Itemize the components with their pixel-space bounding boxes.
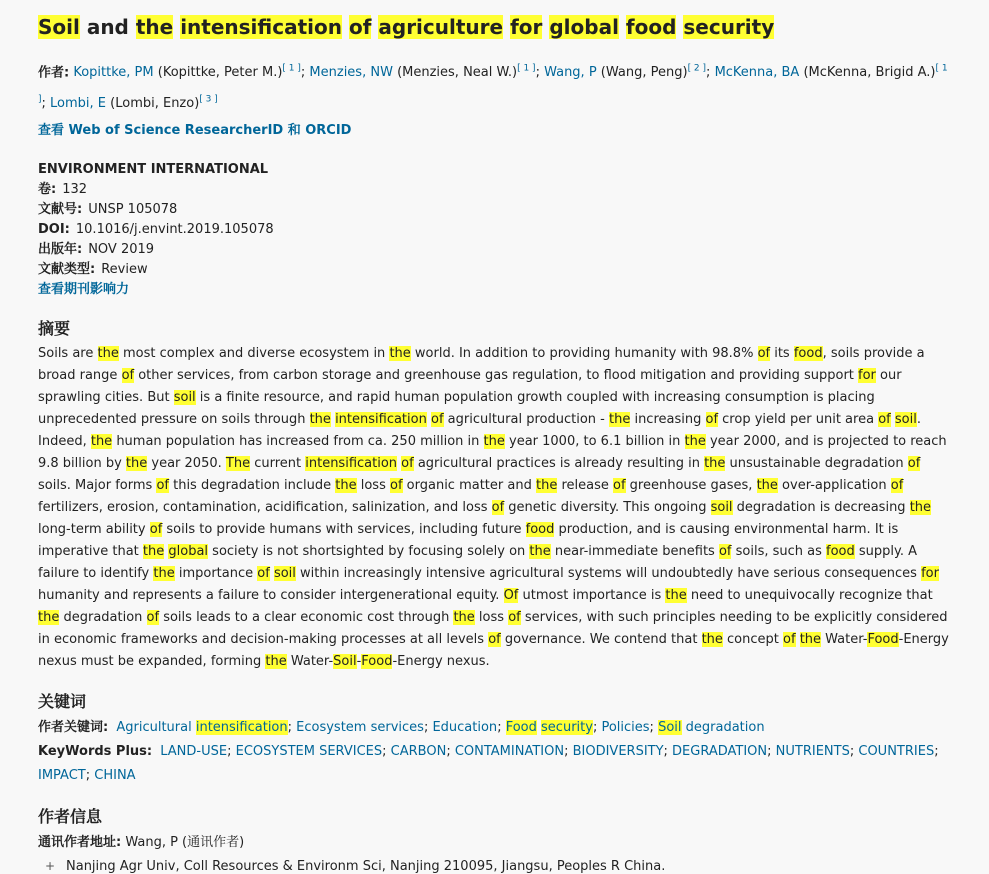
keyword-separator: ; — [446, 743, 455, 759]
meta-key: 文献号: — [38, 201, 83, 217]
address-row — [38, 859, 951, 874]
author-keyword-link[interactable] — [601, 720, 649, 735]
abstract-segment: of — [508, 609, 521, 625]
abstract-segment: soils, such as — [731, 543, 827, 559]
keywords-plus-link[interactable]: BIODIVERSITY — [572, 743, 664, 759]
keyword-separator: ; — [767, 743, 776, 759]
abstract-segment: crop yield per unit area — [718, 411, 879, 427]
abstract-segment: of — [156, 477, 169, 493]
meta-key: 文献类型: — [38, 261, 96, 277]
abstract-segment: the — [756, 477, 778, 493]
title-segment: the — [135, 15, 174, 39]
author-keywords-row — [38, 716, 951, 740]
affiliation-ref[interactable]: [ 2 ] — [687, 64, 707, 74]
abstract-segment: governance. We contend that — [500, 631, 702, 647]
abstract-segment: of — [488, 631, 501, 647]
abstract-segment: food — [793, 345, 823, 361]
author-fullname: (Wang, Peng) — [596, 65, 688, 81]
abstract-segment: of — [149, 521, 163, 537]
author-separator: ; — [41, 95, 51, 111]
author-link[interactable]: Lombi, E — [50, 95, 107, 111]
title-segment: agriculture — [378, 15, 504, 39]
keyword-separator: ; — [934, 743, 939, 759]
abstract-segment: of — [401, 455, 414, 471]
abstract-segment: the — [97, 345, 119, 361]
keyword-segment: Ecosystem services — [296, 719, 424, 735]
keyword-segment: Agricultural — [116, 719, 196, 735]
author-link[interactable]: McKenna, BA — [714, 65, 800, 81]
keyword-separator: ; — [227, 743, 236, 759]
abstract-segment: supply. A failure to identify — [38, 543, 918, 581]
abstract-segment: greenhouse gases, — [625, 477, 757, 493]
abstract-segment: our sprawling cities. But — [38, 367, 902, 405]
abstract-segment: for — [858, 367, 876, 383]
keyword-segment: degradation — [681, 719, 765, 735]
abstract-segment: society is not shortsighted by focusing solely on — [208, 543, 530, 559]
abstract-segment: the — [799, 631, 822, 647]
abstract-segment: importance — [174, 565, 258, 581]
title-segment — [619, 15, 626, 39]
abstract-segment: other services, from carbon storage and greenhouse gas regulation, to flood mitigation and providing support — [134, 367, 859, 383]
keywords-heading: 关键词 — [38, 691, 87, 711]
abstract-segment: the — [684, 433, 706, 449]
abstract-segment: the — [265, 653, 287, 669]
abstract-segment: of — [613, 477, 626, 493]
title-segment — [342, 15, 349, 39]
abstract-segment: soil — [710, 499, 733, 515]
abstract-segment: increasing — [630, 411, 706, 427]
keyword-segment: Food — [505, 719, 537, 735]
abstract-segment: the — [142, 543, 165, 559]
abstract-segment: food — [826, 543, 855, 559]
author-separator: ; — [300, 65, 310, 81]
keywords-plus-link[interactable]: LAND-USE — [160, 743, 228, 759]
abstract-segment: the — [529, 543, 551, 559]
abstract-segment: of — [757, 345, 771, 361]
keywords-plus-link[interactable]: NUTRIENTS — [775, 743, 850, 759]
title-segment: food — [625, 15, 677, 39]
publication-meta — [38, 160, 951, 300]
abstract-segment: within increasingly intensive agricultural systems will undoubtedly have serious consequences — [295, 565, 922, 581]
keywords-plus-label: KeyWords Plus: — [38, 743, 153, 759]
address-text: Nanjing Agr Univ, Coll Resources & Environm Sci, Nanjing 210095, Jiangsu, Peoples R China. — [66, 858, 666, 874]
abstract-segment: this degradation include — [168, 477, 336, 493]
abstract-segment: of — [430, 411, 444, 427]
abstract-segment: -Energy nexus. — [392, 653, 490, 669]
abstract-segment: Soil — [333, 653, 357, 669]
abstract-segment: human population has increased from ca. 250 million in — [112, 433, 484, 449]
article-title — [38, 12, 951, 42]
keywords-plus-link[interactable]: ECOSYSTEM SERVICES — [235, 743, 383, 759]
abstract-segment: production, and is causing environmental harm. It is imperative that — [38, 521, 899, 559]
author-info-heading: 作者信息 — [38, 806, 103, 826]
keyword-segment: Education — [432, 719, 498, 735]
author-keyword-link[interactable] — [658, 720, 765, 735]
author-fullname: (Kopittke, Peter M.) — [153, 65, 283, 81]
abstract-segment: The — [225, 455, 251, 471]
abstract-segment: degradation is decreasing — [732, 499, 910, 515]
abstract-heading: 摘要 — [38, 318, 71, 338]
abstract-segment: its — [770, 345, 794, 361]
keywords-plus-link[interactable]: IMPACT — [38, 767, 86, 783]
abstract-segment: for — [921, 565, 939, 581]
author-fullname: (Lombi, Enzo) — [106, 95, 200, 111]
author-link[interactable]: Menzies, NW — [309, 65, 393, 81]
meta-key: 卷: — [38, 181, 57, 197]
keyword-separator: ; — [382, 743, 391, 759]
abstract-segment: the — [608, 411, 631, 427]
meta-key: 出版年: — [38, 241, 83, 257]
abstract-segment: of — [257, 565, 270, 581]
abstract-segment: the — [153, 565, 175, 581]
author-keywords-label: 作者关键词: — [38, 719, 109, 735]
title-segment: intensification — [180, 15, 342, 39]
abstract-segment: concept — [722, 631, 784, 647]
abstract-segment: near-immediate benefits — [550, 543, 719, 559]
abstract-segment: is a finite resource, and rapid human population growth coupled with increasing consumption is placing unprecedented pressure on soils through — [38, 389, 875, 427]
abstract-segment: soils. Major forms — [38, 477, 157, 493]
author-keyword-link[interactable] — [506, 720, 593, 735]
keyword-segment: intensification — [195, 719, 288, 735]
abstract-segment: degradation — [59, 609, 147, 625]
abstract-segment: the — [665, 587, 687, 603]
abstract-segment: the — [453, 609, 475, 625]
meta-row — [38, 260, 951, 280]
abstract-segment: soil — [273, 565, 296, 581]
abstract-segment: fertilizers, erosion, contamination, acidification, salinization, and loss — [38, 499, 492, 515]
keyword-separator: ; — [849, 743, 859, 759]
abstract-segment: the — [125, 455, 148, 471]
keywords-plus-link[interactable]: CHINA — [94, 767, 136, 783]
keyword-separator: ; — [85, 767, 95, 783]
abstract-segment: global — [168, 543, 209, 559]
author-keyword-link[interactable] — [432, 720, 497, 735]
abstract-segment: . Indeed, — [38, 411, 921, 449]
keywords-plus-link[interactable]: COUNTRIES — [858, 743, 935, 759]
abstract-segment: year 2000, and is projected to reach 9.8 billion by — [38, 433, 947, 471]
abstract-segment: world. In addition to providing humanity with 98.8% — [410, 345, 758, 361]
abstract-segment: of — [121, 367, 135, 383]
author-separator: ; — [706, 65, 715, 81]
affiliation-ref[interactable]: [ 3 ] — [199, 94, 218, 105]
meta-value: 10.1016/j.envint.2019.105078 — [75, 221, 274, 237]
abstract-segment: soil — [894, 411, 917, 427]
meta-value: Review — [101, 261, 148, 277]
abstract-segment: , soils provide a broad range — [38, 345, 925, 383]
keyword-separator: ; — [592, 719, 602, 735]
author-keyword-link[interactable] — [296, 720, 424, 735]
author-link[interactable]: Kopittke, PM — [73, 65, 154, 81]
author-separator: ; — [535, 65, 545, 81]
abstract-segment: the — [909, 499, 932, 515]
abstract-segment: the — [535, 477, 558, 493]
abstract-segment: the — [483, 433, 505, 449]
meta-key: DOI: — [38, 221, 70, 237]
abstract-segment: Of — [503, 587, 519, 603]
authors-line — [38, 56, 951, 117]
abstract-segment: of — [890, 477, 904, 493]
abstract-segment: loss — [356, 477, 390, 493]
keyword-segment: security — [541, 719, 593, 735]
meta-value: UNSP 105078 — [88, 201, 178, 217]
abstract-segment: genetic diversity. This ongoing — [504, 499, 711, 515]
author-link[interactable]: Wang, P — [544, 65, 597, 81]
abstract-segment: most complex and diverse ecosystem in — [118, 345, 390, 361]
keyword-segment: Policies — [601, 719, 650, 735]
affiliation-ref[interactable]: [ 1 ] — [282, 64, 301, 74]
abstract-segment: loss — [474, 609, 509, 625]
abstract-segment: of — [491, 499, 505, 515]
journal-impact-link[interactable]: 查看期刊影响力 — [38, 281, 130, 297]
abstract-segment: unsustainable degradation — [725, 455, 908, 471]
meta-value: 132 — [62, 181, 88, 197]
abstract-segment: the — [701, 631, 723, 647]
abstract-segment: of — [783, 631, 796, 647]
abstract-segment: agricultural practices is already resulting in — [413, 455, 705, 471]
abstract-segment: organic matter and — [402, 477, 536, 493]
authors-label: 作者: — [38, 65, 70, 81]
abstract-segment: Water- — [821, 631, 868, 647]
abstract-segment: the — [335, 477, 357, 493]
abstract-segment: over-application — [777, 477, 891, 493]
affiliation-ref[interactable]: [ 1 ] — [38, 64, 948, 105]
title-segment: security — [683, 15, 775, 39]
abstract-segment: the — [38, 609, 60, 625]
abstract-segment: intensification — [335, 411, 427, 427]
abstract-segment: long-term ability — [38, 521, 150, 537]
abstract-segment: soils to provide humans with services, including future — [162, 521, 526, 537]
abstract-segment: year 1000, to 6.1 billion in — [504, 433, 685, 449]
title-segment: of — [348, 15, 372, 39]
meta-row — [38, 200, 951, 220]
keyword-separator: ; — [649, 719, 659, 735]
meta-row — [38, 180, 951, 200]
title-segment: for — [510, 15, 543, 39]
meta-row — [38, 240, 951, 260]
abstract-segment: intensification — [305, 455, 398, 471]
abstract-segment: soils leads to a clear economic cost through — [159, 609, 454, 625]
abstract-segment: - — [356, 653, 362, 669]
researcher-id-link[interactable]: 查看 Web of Science ResearcherID 和 ORCID — [38, 122, 352, 138]
title-segment: and — [79, 15, 136, 39]
keywords-plus-row — [38, 740, 951, 788]
keyword-separator: ; — [423, 719, 433, 735]
keyword-separator: ; — [497, 719, 506, 735]
abstract-segment: of — [878, 411, 891, 427]
corresponding-author — [38, 831, 951, 855]
abstract-segment: Food — [361, 653, 393, 669]
abstract-segment: the — [309, 411, 331, 427]
keywords-plus-link[interactable]: CARBON — [390, 743, 447, 759]
journal-name: ENVIRONMENT INTERNATIONAL — [38, 161, 269, 177]
abstract-segment: the — [389, 345, 411, 361]
corresponding-label: 通讯作者地址: — [38, 834, 122, 850]
keywords-plus-link[interactable]: CONTAMINATION — [454, 743, 565, 759]
abstract-segment: the — [90, 433, 113, 449]
abstract-segment: of — [907, 455, 921, 471]
abstract-segment: utmost importance is — [518, 587, 666, 603]
keyword-separator: ; — [663, 743, 673, 759]
author-keyword-link[interactable] — [116, 720, 287, 735]
abstract-segment: humanity and represents a failure to consider intergenerational equity. — [38, 587, 504, 603]
abstract-segment: the — [704, 455, 726, 471]
abstract-segment: agricultural production - — [443, 411, 609, 427]
expand-plus-icon[interactable]: + — [44, 859, 56, 874]
authors-list — [38, 65, 948, 110]
abstract-text — [38, 343, 950, 673]
abstract-segment: year 2050. — [147, 455, 226, 471]
abstract-segment: of — [705, 411, 719, 427]
meta-value: NOV 2019 — [88, 241, 155, 257]
abstract-segment: services, with such principles needing to be explicitly considered in economic frameworks and decision-making processes at all levels — [38, 609, 948, 647]
abstract-segment: of — [390, 477, 403, 493]
abstract-segment: release — [557, 477, 613, 493]
author-fullname: (McKenna, Brigid A.) — [799, 65, 936, 81]
abstract-segment: Soils are — [38, 345, 98, 361]
title-segment: global — [549, 15, 619, 39]
abstract-segment: food — [525, 521, 555, 537]
abstract-segment: Food — [867, 631, 899, 647]
author-fullname: (Menzies, Neal W.) — [392, 65, 518, 81]
abstract-segment: need to unequivocally recognize that — [686, 587, 933, 603]
keywords-plus-link[interactable]: DEGRADATION — [672, 743, 768, 759]
keyword-segment: Soil — [658, 719, 682, 735]
abstract-segment: current — [250, 455, 306, 471]
affiliation-ref[interactable]: [ 1 ] — [517, 64, 536, 74]
abstract-segment: of — [718, 543, 732, 559]
abstract-segment: -Energy nexus must be expanded, forming — [38, 631, 949, 669]
abstract-segment: of — [146, 609, 160, 625]
abstract-segment: soil — [173, 389, 196, 405]
corresponding-value: Wang, P (通讯作者) — [125, 834, 245, 850]
title-segment: Soil — [38, 15, 80, 39]
abstract-segment: Water- — [286, 653, 334, 669]
keyword-separator: ; — [287, 719, 297, 735]
meta-row — [38, 220, 951, 240]
keyword-separator: ; — [564, 743, 573, 759]
